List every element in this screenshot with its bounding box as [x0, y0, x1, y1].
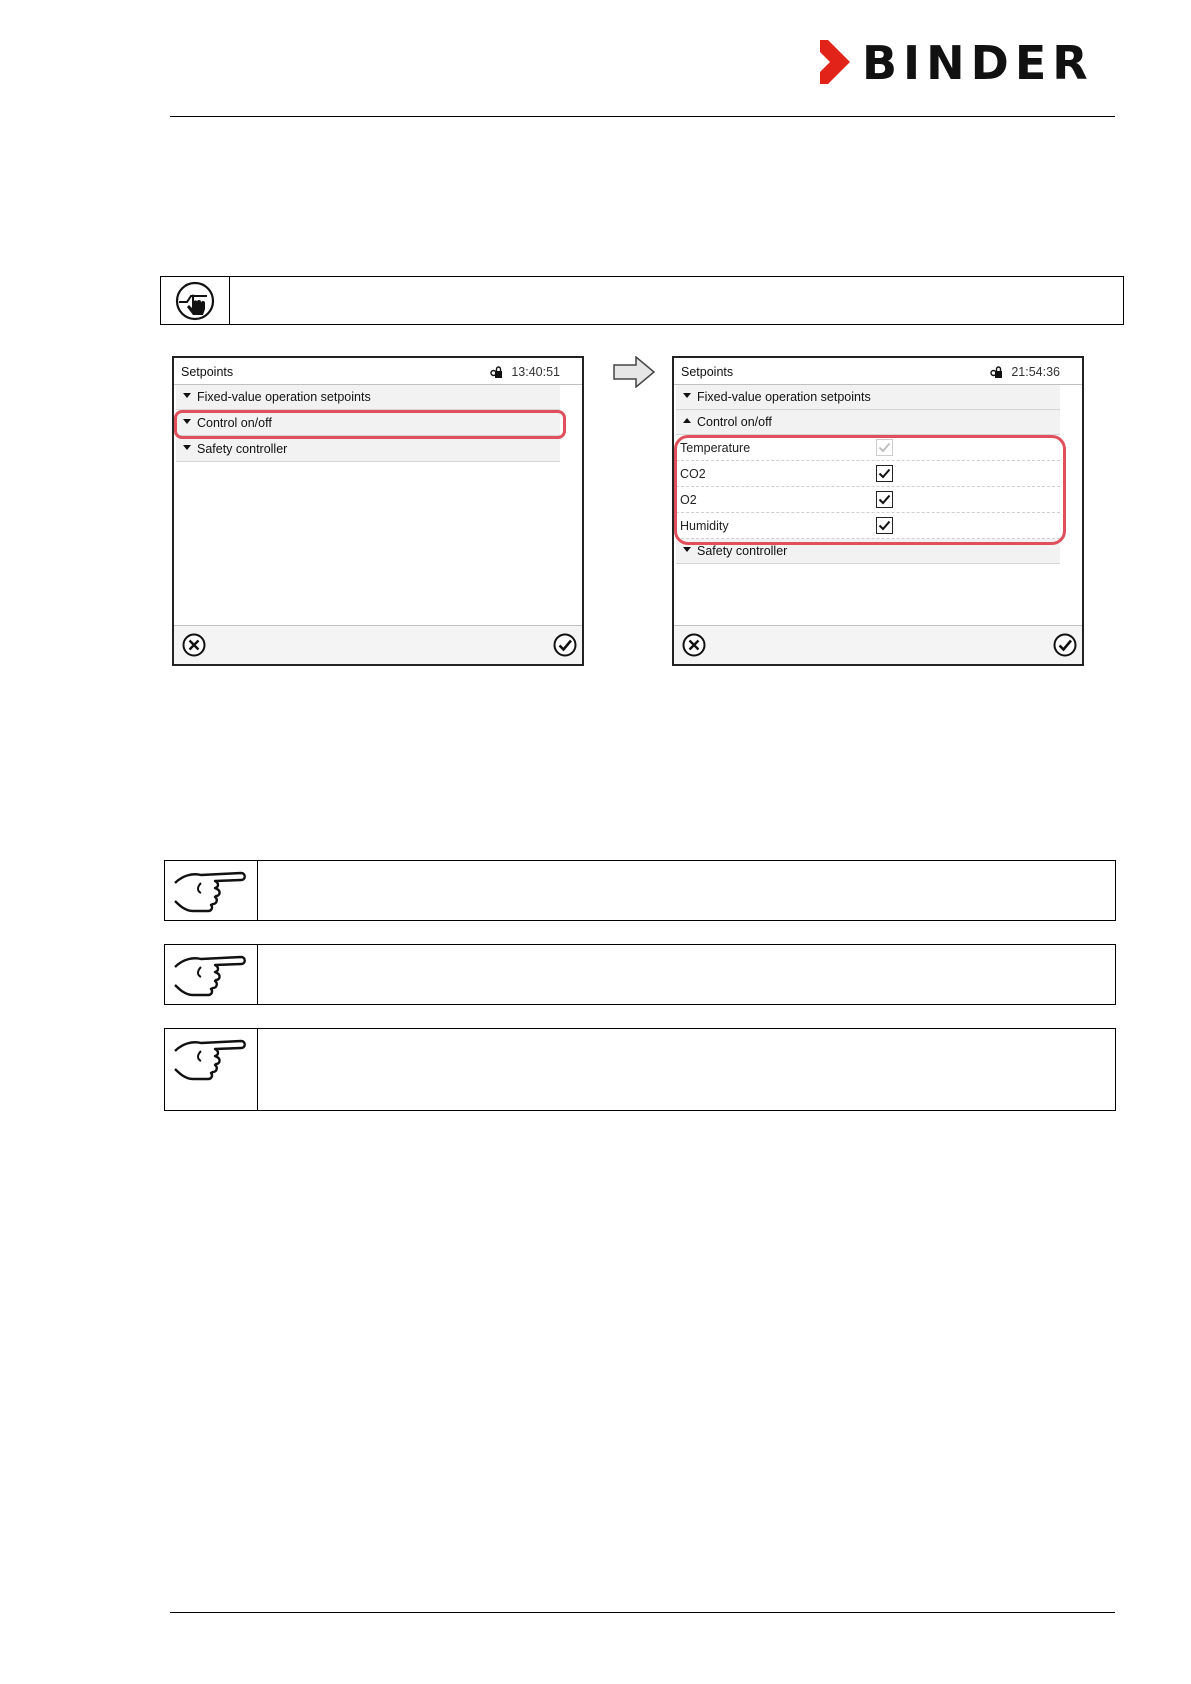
- control-item-label: Humidity: [680, 519, 729, 533]
- header-divider: [170, 116, 1115, 117]
- control-item-label: Temperature: [680, 441, 751, 455]
- menu-label: Control on/off: [697, 415, 772, 429]
- bottom-bar: [674, 625, 1082, 664]
- instruction-box: [160, 276, 1124, 325]
- bottom-bar: [174, 625, 582, 664]
- confirm-icon[interactable]: [553, 633, 577, 657]
- screen-title: Setpoints: [681, 365, 734, 379]
- note-icon-cell: [165, 945, 258, 1004]
- menu-label: Fixed-value operation setpoints: [697, 390, 871, 404]
- menu-label: Safety controller: [197, 442, 288, 456]
- menu-label: Safety controller: [697, 544, 788, 558]
- clock-display: 13:40:51: [511, 365, 560, 379]
- control-item-label: CO2: [680, 467, 706, 481]
- screen-after: [672, 356, 1084, 666]
- footer-divider: [170, 1612, 1115, 1613]
- lock-icon: [990, 366, 1002, 378]
- pointing-hand-icon: [171, 949, 251, 1001]
- brand-name: BINDER: [862, 36, 1094, 90]
- menu-safety-controller[interactable]: [176, 437, 560, 462]
- menu-control-on-off[interactable]: [676, 410, 1060, 435]
- title-bar: [174, 358, 582, 385]
- binder-logo: [820, 38, 1116, 88]
- highlight-frame: [174, 410, 566, 439]
- pointing-hand-icon: [171, 1033, 251, 1085]
- lock-icon: [490, 366, 502, 378]
- note-icon-cell: [165, 1029, 258, 1110]
- cancel-icon[interactable]: [682, 633, 706, 657]
- note-box-1: [164, 860, 1116, 921]
- confirm-icon[interactable]: [1053, 633, 1077, 657]
- clock-display: 21:54:36: [1011, 365, 1060, 379]
- note-icon-cell: [165, 861, 258, 920]
- collapse-caret-icon: [683, 418, 691, 423]
- menu-fixed-value-setpoints[interactable]: [176, 385, 560, 410]
- note-box-2: [164, 944, 1116, 1005]
- screen-title: Setpoints: [181, 365, 234, 379]
- control-item-label: O2: [680, 493, 697, 507]
- title-bar: [674, 358, 1082, 385]
- cancel-icon[interactable]: [182, 633, 206, 657]
- pointing-hand-icon: [171, 865, 251, 917]
- expand-caret-icon: [683, 393, 691, 398]
- expand-caret-icon: [183, 445, 191, 450]
- highlight-frame: [674, 435, 1066, 545]
- note-box-3: [164, 1028, 1116, 1111]
- touch-hand-icon: [161, 277, 229, 324]
- arrow-right-icon: [613, 356, 655, 388]
- brand-chevron-icon: [820, 38, 860, 88]
- menu-label: Control on/off: [197, 416, 272, 430]
- screen-before: [172, 356, 584, 666]
- expand-caret-icon: [183, 393, 191, 398]
- menu-label: Fixed-value operation setpoints: [197, 390, 371, 404]
- instruction-icon-cell: [161, 277, 230, 324]
- menu-fixed-value-setpoints[interactable]: [676, 385, 1060, 410]
- expand-caret-icon: [683, 547, 691, 552]
